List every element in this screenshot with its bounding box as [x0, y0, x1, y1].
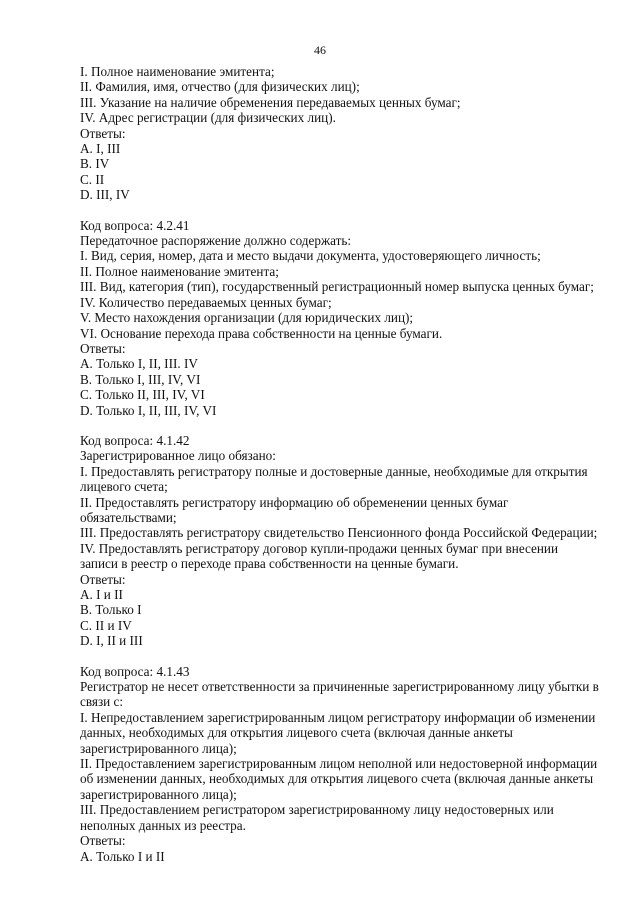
text-line: I. Вид, серия, номер, дата и место выдачи документа, удостоверяющего личность; — [80, 248, 541, 264]
text-line: I. Полное наименование эмитента; — [80, 64, 275, 79]
text-line: II. Предоставлять регистратору информацию об обременении ценных бумаг — [80, 494, 509, 510]
question-block — [80, 664, 600, 864]
text-line: Код вопроса: 4.1.42 — [80, 432, 190, 448]
text-line: II. Фамилия, имя, отчество (для физических лиц); — [80, 79, 360, 95]
text-line: Код вопроса: 4.2.41 — [80, 217, 190, 233]
text-line: обязательствами; — [80, 509, 177, 525]
text-line: A. Только I, II, III. IV — [80, 356, 198, 372]
page-number: 46 — [314, 43, 326, 57]
text-line: об изменении данных, необходимых для открытия лицевого счета (включая данные анкеты — [80, 771, 594, 787]
text-line: I. Предоставлять регистратору полные и достоверные данные, необходимые для открытия — [80, 463, 588, 479]
text-line: записи в реестр о переходе права собственности на ценные бумаги. — [80, 556, 459, 572]
text-line: III. Предоставлять регистратору свидетельство Пенсионного фонда Российской Федерации; — [80, 525, 598, 541]
text-line: B. IV — [80, 156, 110, 172]
text-line: IV. Адрес регистрации (для физических лиц). — [80, 110, 336, 126]
text-line: D. Только I, II, III, IV, VI — [80, 402, 217, 418]
text-line: Ответы: — [80, 833, 126, 849]
text-line: II. Полное наименование эмитента; — [80, 263, 279, 279]
text-line: C. Только II, III, IV, VI — [80, 387, 205, 403]
text-line: зарегистрированного лица); — [80, 740, 237, 756]
block-gap — [80, 203, 600, 218]
text-line: лицевого счета; — [80, 479, 168, 495]
text-line: D. I, II и III — [80, 633, 143, 649]
text-line: A. I, III — [80, 141, 121, 157]
text-line: V. Место нахождения организации (для юридических лиц); — [80, 310, 414, 326]
text-line: III. Предоставлением регистратором зарегистрированному лицу недостоверных или — [80, 802, 554, 818]
text-line: Ответы: — [80, 571, 126, 587]
question-block — [80, 218, 600, 418]
text-line: B. Только I, III, IV, VI — [80, 371, 201, 387]
text-line: Регистратор не несет ответственности за причиненные зарегистрированному лицу убытки в — [80, 679, 599, 695]
text-line: C. II и IV — [80, 617, 132, 633]
text-line: C. II — [80, 171, 105, 187]
text-line: III. Указание на наличие обременения передаваемых ценных бумаг; — [80, 94, 461, 110]
text-line: B. Только I — [80, 602, 142, 618]
text-line: IV. Предоставлять регистратору договор купли-продажи ценных бумаг при внесении — [80, 540, 559, 556]
text-line: Передаточное распоряжение должно содержать: — [80, 233, 352, 249]
block-gap — [80, 418, 600, 433]
text-line: связи с: — [80, 694, 124, 710]
text-line: Зарегистрированное лицо обязано: — [80, 448, 276, 464]
text-line: Код вопроса: 4.1.43 — [80, 663, 190, 679]
text-line: II. Предоставлением зарегистрированным лицом неполной или недостоверной информации — [80, 756, 598, 772]
text-line: Ответы: — [80, 125, 126, 141]
text-line: неполных данных из реестра. — [80, 817, 246, 833]
block-gap — [80, 649, 600, 664]
text-line: A. Только I и II — [80, 848, 165, 864]
question-continuation-block — [80, 64, 600, 203]
text-line: IV. Количество передаваемых ценных бумаг; — [80, 294, 332, 310]
text-line: VI. Основание перехода права собственности на ценные бумаги. — [80, 325, 443, 341]
page-content — [80, 64, 600, 864]
text-line: Ответы: — [80, 340, 126, 356]
text-line: I. Непредоставлением зарегистрированным лицом регистратору информации об изменении — [80, 709, 596, 725]
question-block — [80, 433, 600, 649]
text-line: D. III, IV — [80, 187, 130, 203]
text-line: A. I и II — [80, 587, 123, 602]
text-line: зарегистрированного лица); — [80, 786, 237, 802]
text-line: данных, необходимых для открытия лицевого счета (включая данные анкеты — [80, 725, 513, 741]
text-line: III. Вид, категория (тип), государственный регистрационный номер выпуска ценных бумаг; — [80, 279, 594, 295]
